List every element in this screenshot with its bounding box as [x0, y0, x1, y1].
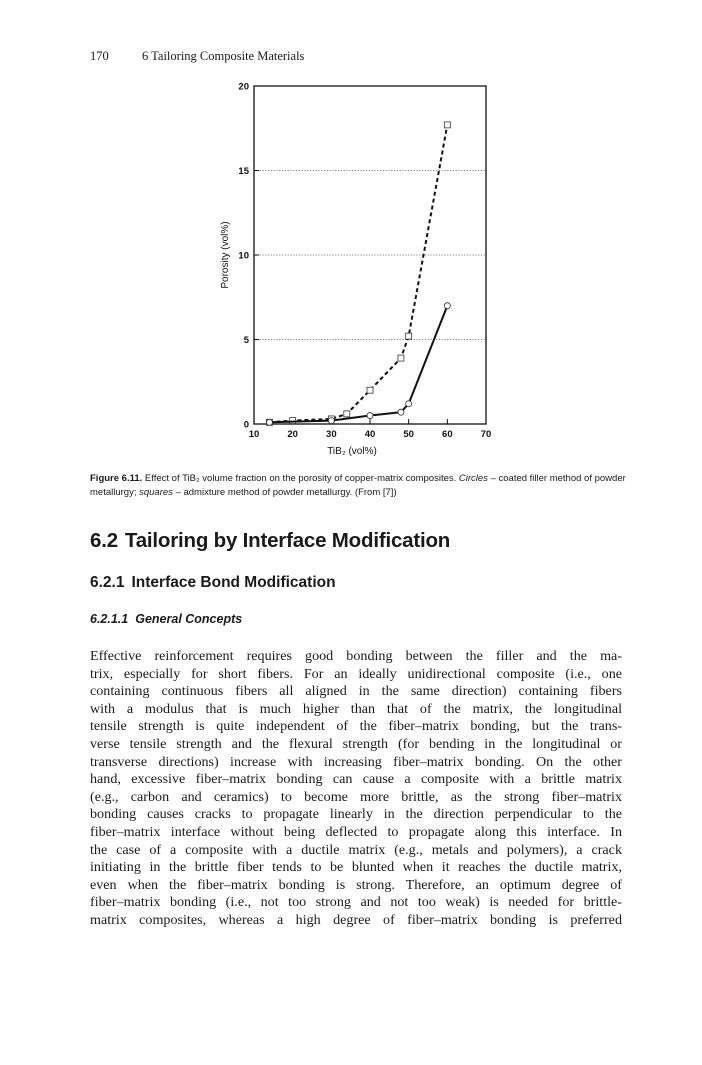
x-tick-label: 20	[287, 429, 298, 440]
body-line: trix, especially for short fibers. For an ideally unidirectional composite (i.e., one	[90, 665, 622, 682]
data-point-circle	[266, 419, 272, 425]
x-tick-label: 50	[403, 429, 414, 440]
body-line: (e.g., carbon and ceramics) to become more brittle, as the strong fiber–matrix	[90, 788, 622, 805]
x-tick-label: 10	[248, 429, 260, 440]
subsubsection-heading	[90, 612, 242, 626]
subsubsection-title: General Concepts	[135, 612, 243, 626]
data-point-circle	[367, 413, 373, 419]
y-tick-label: 15	[238, 166, 249, 177]
page-number: 170	[90, 49, 109, 63]
running-header	[90, 49, 304, 64]
x-axis-label: TiB₂ (vol%)	[327, 446, 377, 457]
body-line: initiating in the brittle fiber tends to be blunted when it reaches the ductile matrix,	[90, 859, 622, 876]
chapter-title: 6 Tailoring Composite Materials	[142, 49, 305, 63]
body-paragraph	[90, 648, 622, 930]
caption-text-3: – admixture method of powder metallurgy. (From [7])	[175, 487, 397, 498]
series-circles-line	[269, 306, 447, 423]
data-point-square	[367, 387, 373, 393]
caption-text-2: – coated filler method of powder metallurgy;	[90, 473, 626, 498]
data-point-circle	[406, 401, 412, 407]
body-line: hand, excessive fiber–matrix bonding can cause a composite with a brittle matrix	[90, 771, 622, 788]
section-heading	[90, 529, 450, 553]
y-tick-label: 10	[238, 250, 249, 262]
body-line: tensile strength is quite independent of the fiber–matrix bonding, but the trans-	[90, 718, 622, 735]
y-tick-label: 5	[243, 335, 249, 346]
subsection-heading	[90, 574, 336, 592]
y-tick-label: 20	[238, 81, 249, 93]
y-tick-label: 0	[243, 419, 249, 431]
body-line: containing continuous fibers all aligned in the same direction) containing fibers	[90, 683, 622, 700]
caption-circles: Circles	[458, 473, 488, 484]
body-line: the case of a composite with a ductile matrix (e.g., metals and polymers), a crack	[90, 841, 622, 858]
porosity-chart	[208, 74, 508, 464]
data-point-circle	[328, 418, 334, 424]
subsection-number: 6.2.1	[90, 574, 125, 591]
x-tick-label: 70	[480, 429, 492, 440]
y-axis-label: Porosity (vol%)	[220, 221, 231, 289]
section-title: Tailoring by Interface Modification	[124, 529, 451, 552]
caption-squares: squares	[139, 487, 173, 498]
data-point-circle	[444, 303, 450, 309]
x-tick-label: 40	[364, 429, 376, 440]
figure-label: Figure 6.11.	[90, 473, 143, 484]
body-line: Effective reinforcement requires good bonding between the filler and the ma-	[90, 648, 622, 664]
body-line: verse tensile strength and the flexural strength (for bending in the longitudinal or	[90, 735, 622, 752]
data-point-circle	[398, 409, 404, 415]
body-line: matrix composites, whereas a high degree of fiber–matrix bonding is preferred	[90, 911, 622, 928]
body-line: fiber–matrix interface without being deflected to propagate along this interface. In	[90, 823, 622, 840]
body-line: even when the fiber–matrix bonding is strong. Therefore, an optimum degree of	[90, 876, 622, 893]
body-line: bonding causes cracks to propagate linearly in the direction perpendicular to the	[90, 806, 622, 823]
x-tick-label: 60	[442, 429, 453, 440]
body-line: fiber–matrix bonding (i.e., not too strong and not too weak) is needed for brittle-	[90, 894, 622, 911]
body-line: with a modulus that is much higher than that of the matrix, the longitudinal	[90, 700, 622, 717]
caption-text-1: Effect of TiB₂ volume fraction on the porosity of copper-matrix composites.	[144, 473, 457, 484]
data-point-square	[406, 333, 412, 339]
subsection-title: Interface Bond Modification	[131, 574, 336, 591]
section-number: 6.2	[90, 529, 118, 552]
subsubsection-number: 6.2.1.1	[90, 612, 129, 626]
figure-caption	[90, 472, 630, 500]
data-point-square	[344, 411, 350, 417]
figure-6-11	[208, 74, 508, 464]
x-tick-label: 30	[326, 429, 337, 440]
data-point-square	[444, 122, 450, 128]
data-point-square	[398, 355, 404, 361]
series-squares-line	[269, 125, 447, 422]
body-line: transverse directions) increase with increasing fiber–matrix bonding. On the other	[90, 753, 622, 770]
